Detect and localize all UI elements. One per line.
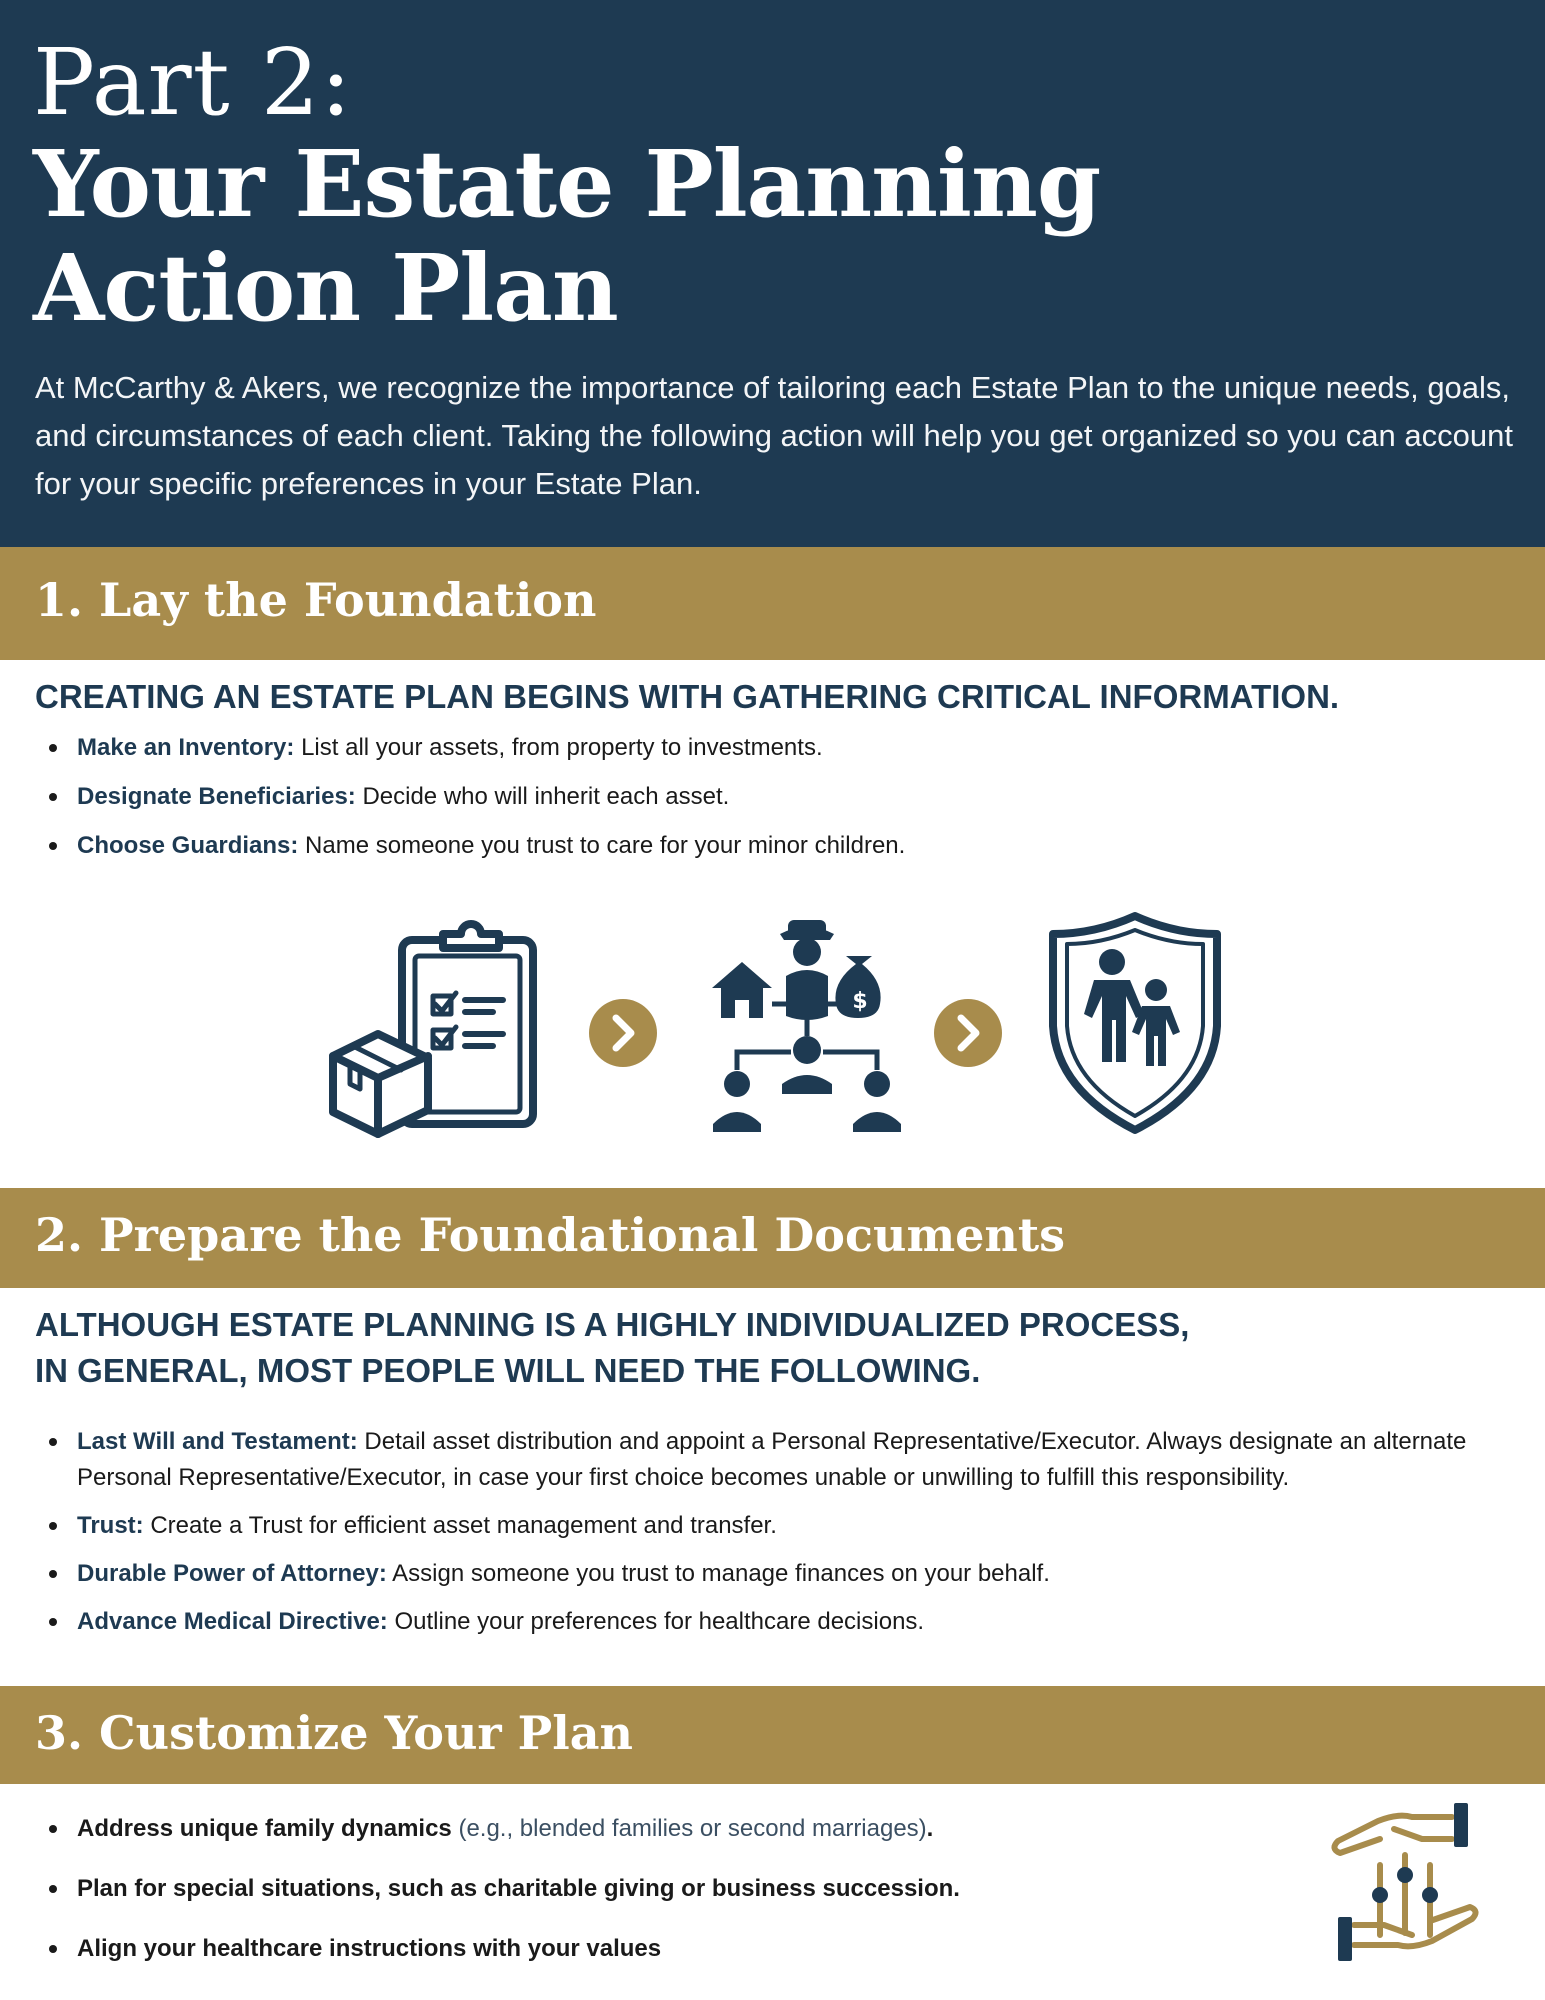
list-item: Last Will and Testament: Detail asset distribution and appoint a Personal Representative/Executor. Always designate an alternate Personal Representative/Executor, in case your first choice becomes unable or unwilling to fulfill this responsibility. [35, 1424, 1495, 1496]
section-2-subhead-line-2: IN GENERAL, MOST PEOPLE WILL NEED THE FOLLOWING. [35, 1352, 981, 1389]
section-2-subhead [35, 1302, 1189, 1394]
title-line-1: Your Estate Planning [33, 130, 1101, 238]
header-banner [0, 0, 1545, 547]
foundation-icons-row [315, 910, 1235, 1140]
intro-paragraph: At McCarthy & Akers, we recognize the importance of tailoring each Estate Plan to the unique needs, goals, and circumstances of each client. Taking the following action will help you get organized so you can account for your specific preferences in your Estate Plan. [35, 370, 1513, 501]
section-1-subhead: CREATING AN ESTATE PLAN BEGINS WITH GATHERING CRITICAL INFORMATION. [35, 678, 1340, 715]
section-2-heading: 2. Prepare the Foundational Documents [35, 1208, 1065, 1262]
svg-text:$: $ [852, 989, 868, 1014]
section-2-band [0, 1188, 1545, 1288]
chevron-right-icon [933, 998, 1003, 1068]
page-title [33, 132, 1100, 340]
section-3-list [35, 1811, 1275, 1991]
list-item: Make an Inventory: List all your assets, from property to investments. [35, 732, 1495, 764]
guardian-shield-icon [1048, 910, 1223, 1135]
section-3-band [0, 1686, 1545, 1784]
section-1-band [0, 547, 1545, 660]
section-1-heading: 1. Lay the Foundation [35, 573, 597, 627]
section-1-list [35, 732, 1495, 879]
list-item: Choose Guardians: Name someone you trust to care for your minor children. [35, 830, 1495, 862]
part-label: Part 2: [33, 29, 353, 136]
list-item: Advance Medical Directive: Outline your preferences for healthcare decisions. [35, 1604, 1495, 1640]
list-item: Align your healthcare instructions with your values [35, 1931, 1275, 1967]
section-2-subhead-line-1: ALTHOUGH ESTATE PLANNING IS A HIGHLY INDIVIDUALIZED PROCESS, [35, 1306, 1190, 1343]
section-2-list [35, 1424, 1495, 1652]
hands-controls-icon [1320, 1795, 1490, 1980]
section-3-heading: 3. Customize Your Plan [35, 1706, 633, 1760]
list-item: Address unique family dynamics (e.g., blended families or second marriages). [35, 1811, 1275, 1847]
beneficiaries-hierarchy-icon [710, 912, 905, 1137]
list-item: Plan for special situations, such as charitable giving or business succession. [35, 1871, 1275, 1907]
title-line-2: Action Plan [33, 234, 618, 342]
list-item: Trust: Create a Trust for efficient asset management and transfer. [35, 1508, 1495, 1544]
list-item: Durable Power of Attorney: Assign someone you trust to manage finances on your behalf. [35, 1556, 1495, 1592]
list-item: Designate Beneficiaries: Decide who will inherit each asset. [35, 781, 1495, 813]
chevron-right-icon [588, 998, 658, 1068]
clipboard-checklist-box-icon [325, 918, 545, 1143]
